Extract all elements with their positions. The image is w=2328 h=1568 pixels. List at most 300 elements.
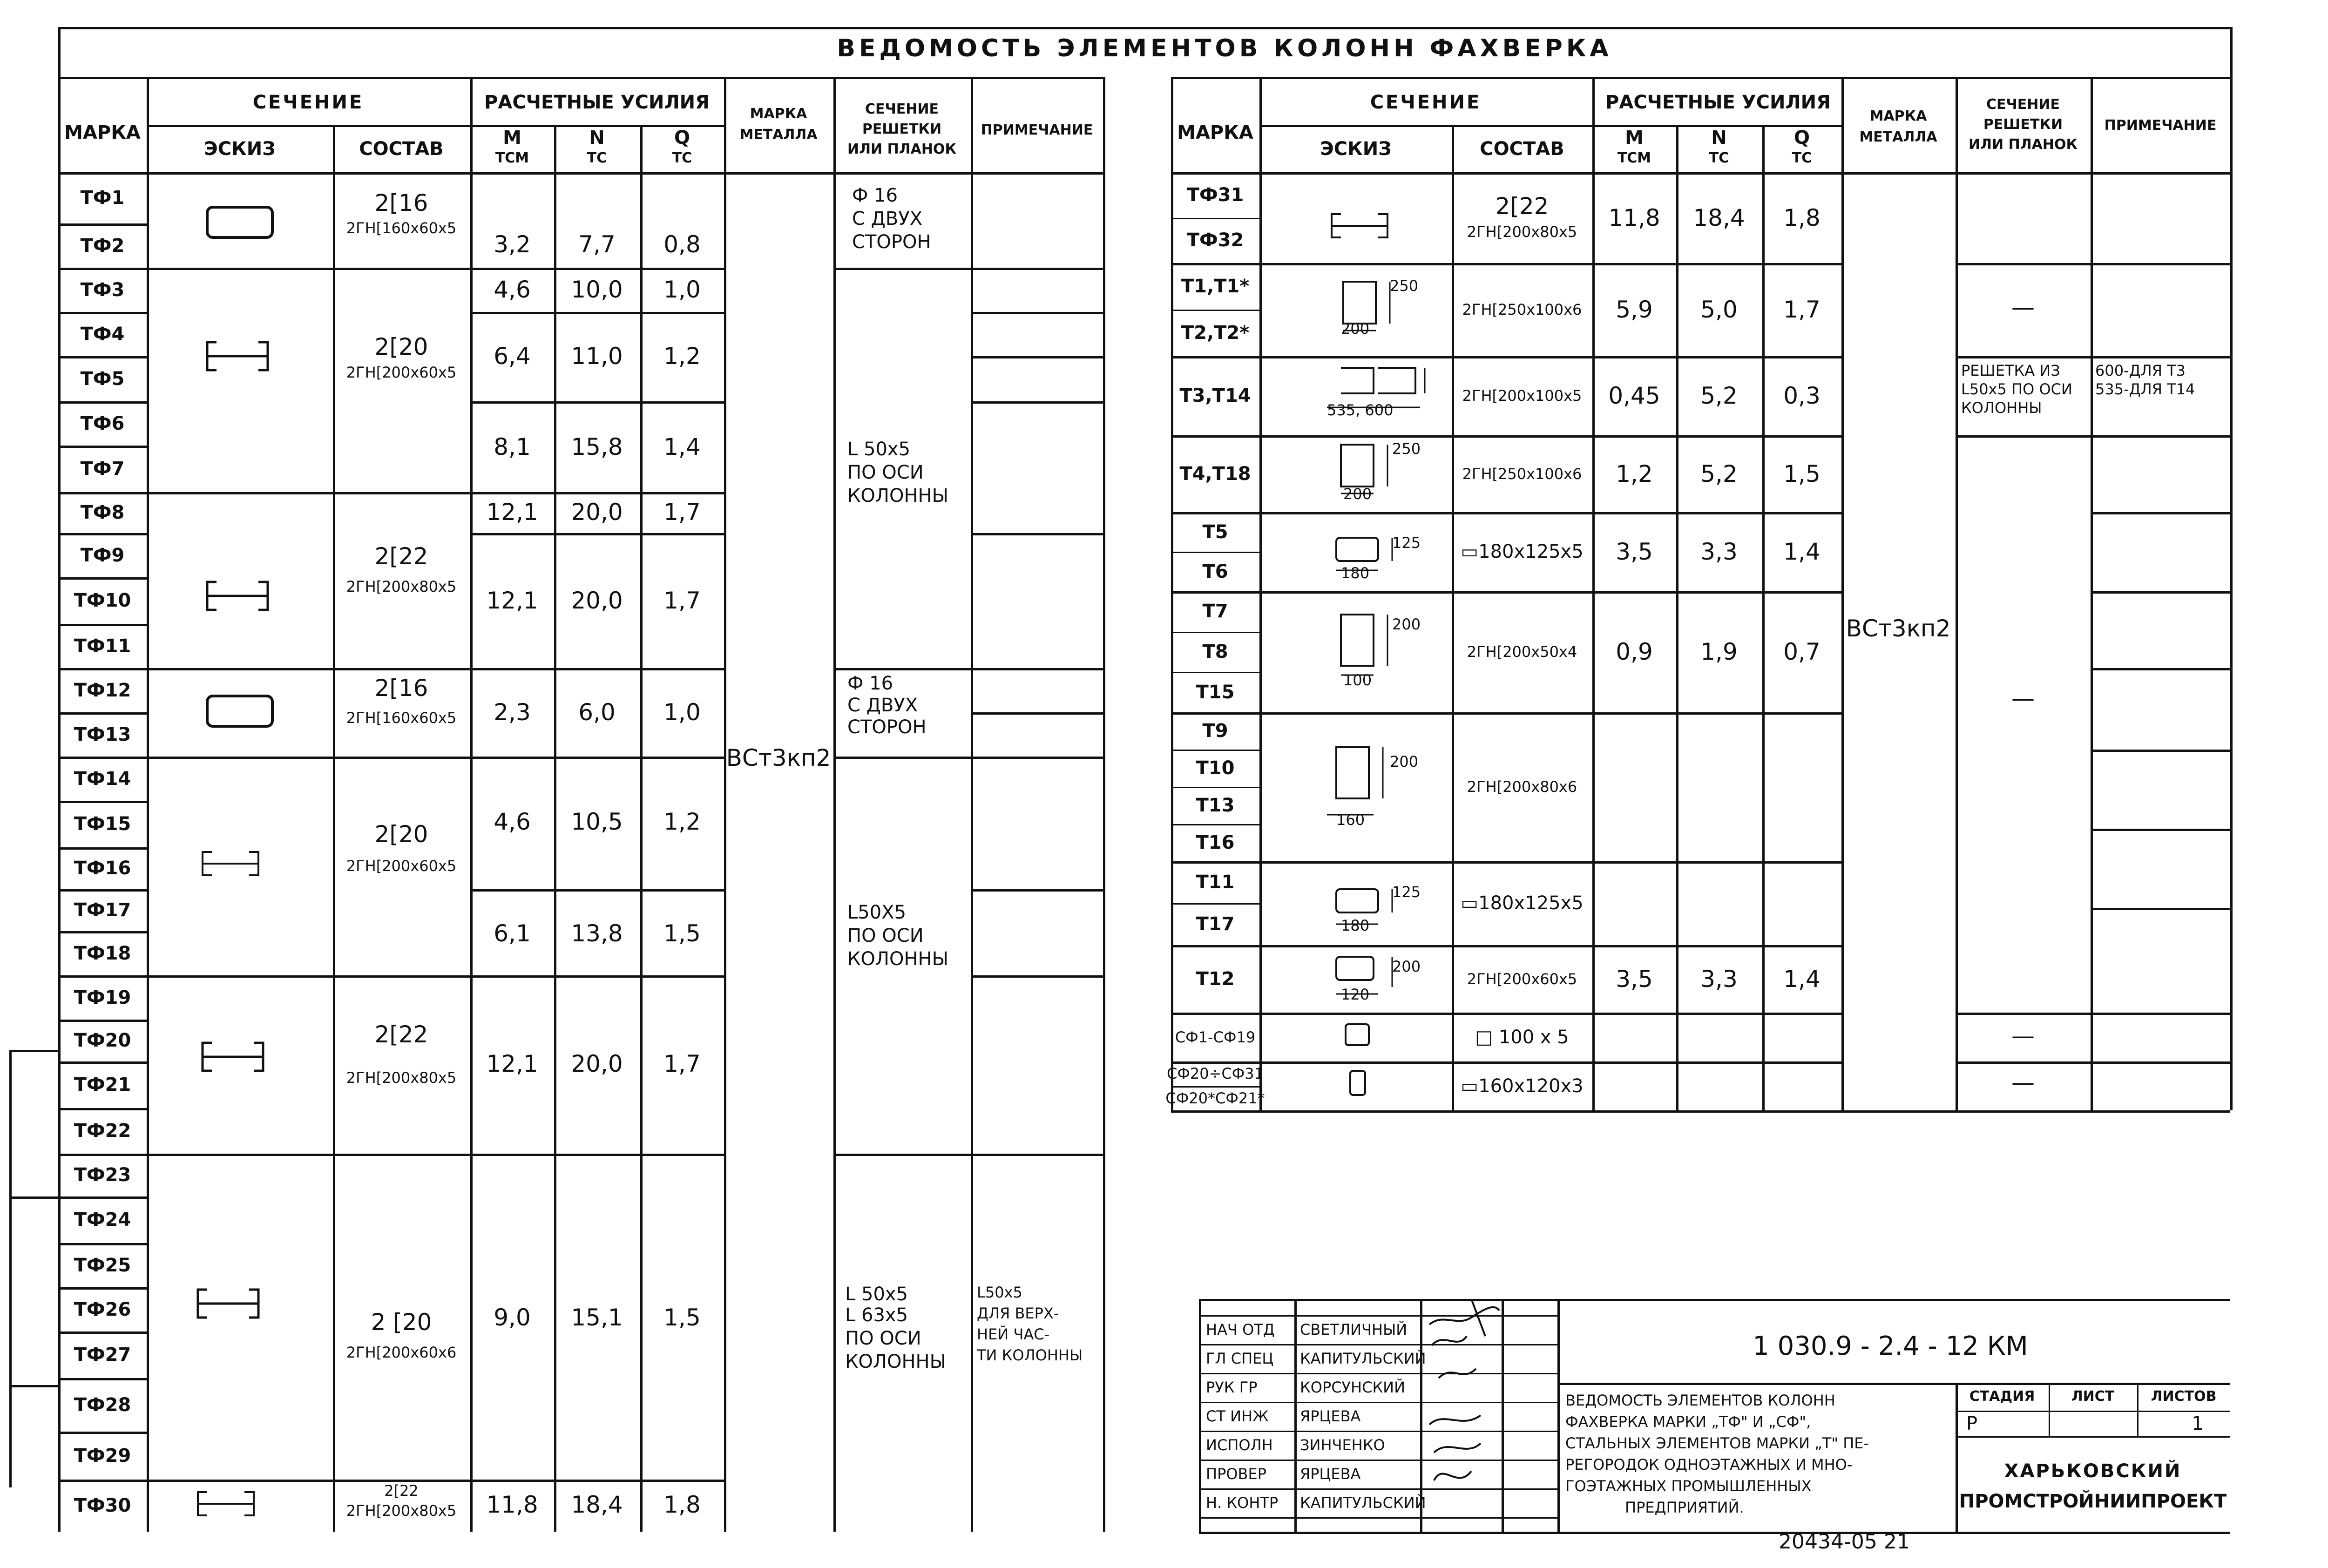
row-line xyxy=(58,1020,147,1022)
stamp-line xyxy=(1956,1383,1958,1532)
sostav-main: 2 [20 xyxy=(371,1309,432,1336)
note-line xyxy=(971,1154,1103,1156)
row-line xyxy=(1171,1110,1841,1113)
force-m: 0,45 xyxy=(1608,382,1660,409)
force-q: 1,5 xyxy=(1783,460,1820,487)
col-header-marka: МАРКА xyxy=(1177,122,1253,143)
header-sub-line xyxy=(1259,125,1841,127)
row-line xyxy=(58,712,147,715)
dimension-label: 200 xyxy=(1392,958,1421,975)
note-line xyxy=(2091,356,2230,358)
stamp-role: НАЧ ОТД xyxy=(1206,1321,1275,1338)
left-border xyxy=(58,27,61,1532)
note-line xyxy=(971,668,1103,670)
force-q: 1,8 xyxy=(1783,204,1820,231)
mark-cell: Т17 xyxy=(1196,913,1235,935)
row-line xyxy=(58,223,147,226)
mark-cell: ТФ18 xyxy=(74,942,131,964)
forces-line xyxy=(470,268,724,270)
stamp-name: КАПИТУЛЬСКИЙ xyxy=(1300,1350,1426,1367)
row-line xyxy=(58,1154,147,1156)
mark-cell: ТФ24 xyxy=(74,1209,131,1230)
dimension-label: 250 xyxy=(1390,277,1419,295)
force-q: 1,7 xyxy=(1783,296,1820,323)
force-m: 12,1 xyxy=(486,587,538,614)
reshetka-line xyxy=(833,757,971,759)
forces-line xyxy=(470,889,724,892)
note-line-text: L50х5 xyxy=(977,1284,1022,1301)
forces-line xyxy=(470,401,724,404)
stamp-line xyxy=(1294,1299,1297,1532)
header-line xyxy=(58,77,1103,79)
mark-cell: ТФ10 xyxy=(74,590,131,611)
stamp-line xyxy=(1956,1436,2230,1438)
force-m: 4,6 xyxy=(494,808,531,835)
force-n: 5,2 xyxy=(1700,460,1738,487)
row-line xyxy=(58,1331,147,1334)
sostav-main: 2[22 xyxy=(374,543,428,570)
mark-cell: ТФ3 xyxy=(80,279,125,301)
reshetka-line-text: L 63х5 xyxy=(845,1304,908,1326)
mark-cell: ТФ13 xyxy=(74,723,131,745)
reshetka-line-text: ПО ОСИ xyxy=(845,1328,921,1349)
sostav-detail: 2ГН[160х60х5 xyxy=(346,219,457,237)
note-line xyxy=(971,757,1103,759)
header-bottom xyxy=(58,172,1103,175)
col-line xyxy=(1259,77,1262,1110)
col-line xyxy=(971,77,973,1532)
sostav-main: 2[22 xyxy=(374,1021,428,1048)
forces-line xyxy=(470,668,724,670)
note-line xyxy=(971,312,1103,314)
col-header-sostav: СОСТАВ xyxy=(359,138,444,160)
reshetka-line xyxy=(833,1154,971,1156)
dimension-label: 200 xyxy=(1343,485,1372,503)
mark-cell: ТФ1 xyxy=(80,187,125,209)
mark-cell: Т8 xyxy=(1202,641,1228,662)
row-line xyxy=(1171,512,1841,514)
dimension-label: 125 xyxy=(1392,534,1421,552)
row-line xyxy=(58,268,147,270)
mark-cell: ТФ22 xyxy=(74,1120,131,1142)
forces-line xyxy=(470,533,724,535)
dimension-label: 100 xyxy=(1343,671,1372,689)
metal-header-2: МЕТАЛЛА xyxy=(739,127,818,143)
sostav-detail: 2ГН[160х60х5 xyxy=(346,709,457,727)
col-header-usiliya: РАСЧЕТНЫЕ УСИЛИЯ xyxy=(484,92,710,113)
note-line xyxy=(2091,668,2230,670)
stamp-name: СВЕТЛИЧНЫЙ xyxy=(1300,1321,1408,1338)
row-line xyxy=(58,1287,147,1290)
header-bottom xyxy=(1171,172,2230,175)
m-unit: ТСМ xyxy=(495,150,529,166)
row-line xyxy=(1171,218,1259,219)
sostav-main: ▭180х125х5 xyxy=(1461,892,1584,914)
force-q: 1,7 xyxy=(663,587,701,614)
force-q: 1,7 xyxy=(663,1050,701,1077)
reshetka-header-2: РЕШЕТКИ xyxy=(862,121,942,137)
row-line xyxy=(1171,672,1259,673)
note-line xyxy=(971,268,1103,270)
sostav-main: 2[20 xyxy=(374,333,428,360)
col-line xyxy=(1592,77,1595,1110)
mark-cell: ТФ11 xyxy=(74,635,131,657)
channel-section-icon xyxy=(205,340,270,372)
force-q: 1,2 xyxy=(663,808,701,835)
mark-cell: ТФ31 xyxy=(1186,184,1244,206)
note-line xyxy=(971,975,1103,978)
mark-cell: ТФ14 xyxy=(74,768,131,790)
stamp-line xyxy=(1199,1532,2230,1534)
col-header-usiliya: РАСЧЕТНЫЕ УСИЛИЯ xyxy=(1605,92,1831,113)
reshetka-line-text: СТОРОН xyxy=(852,231,931,253)
box-section-icon xyxy=(205,694,275,729)
mark-cell: ТФ8 xyxy=(80,502,125,523)
dash: — xyxy=(2011,294,2035,321)
channel-section-icon xyxy=(205,580,270,612)
mark-cell: СФ20*СФ21* xyxy=(1165,1089,1265,1107)
col-header-sechenie: СЕЧЕНИЕ xyxy=(1370,92,1482,113)
reshetka-line-text: СТОРОН xyxy=(847,716,927,738)
binding-line xyxy=(9,1196,58,1199)
reshetka-line-text: L 50х5 xyxy=(847,439,911,460)
force-q: 0,8 xyxy=(663,231,701,258)
stamp-name: ЯРЦЕВА xyxy=(1300,1407,1361,1425)
force-q: 1,4 xyxy=(663,433,701,460)
force-n: 10,5 xyxy=(571,808,623,835)
row-line xyxy=(1171,824,1259,825)
force-n: 15,8 xyxy=(571,433,623,460)
description-line: ФАХВЕРКА МАРКИ „ТФ" И „СФ", xyxy=(1565,1413,1811,1431)
note-line-text: ДЛЯ ВЕРХ- xyxy=(977,1304,1059,1322)
force-q: 1,0 xyxy=(663,699,701,726)
reshetka-line-text: С ДВУХ xyxy=(847,695,918,716)
stamp-line xyxy=(1557,1383,2230,1385)
col-line xyxy=(2091,77,2093,1110)
force-m: 9,0 xyxy=(494,1304,531,1331)
reshetka-line xyxy=(833,668,971,670)
note-line xyxy=(971,889,1103,892)
reshetka-line-text: Ф 16 xyxy=(847,673,893,694)
force-n: 20,0 xyxy=(571,587,623,614)
sostav-main: 2[16 xyxy=(374,675,428,702)
right-border xyxy=(2230,27,2233,1110)
reshetka-note: КОЛОННЫ xyxy=(1961,399,2042,417)
force-q: 0,7 xyxy=(1783,638,1820,665)
force-n: 3,3 xyxy=(1700,538,1738,565)
mark-cell: СФ20÷СФ31 xyxy=(1166,1065,1264,1083)
dash: — xyxy=(2011,1069,2035,1096)
mark-cell: Т1,Т1* xyxy=(1181,276,1250,297)
col-line xyxy=(1452,125,1454,1110)
force-q: 0,3 xyxy=(1783,382,1820,409)
row-line xyxy=(58,975,147,978)
force-m: 12,1 xyxy=(486,1050,538,1077)
mark-cell: ТФ25 xyxy=(74,1254,131,1276)
force-m: 6,1 xyxy=(494,920,531,947)
stamp-line xyxy=(1199,1299,2230,1301)
force-q: 1,4 xyxy=(1783,538,1820,565)
col-line xyxy=(333,125,335,1532)
mark-cell: Т3,Т14 xyxy=(1179,385,1251,406)
sostav-main: ▭160х120х3 xyxy=(1461,1075,1584,1097)
sostav-detail: 2ГН[200х80х5 xyxy=(346,1502,457,1520)
force-m: 5,9 xyxy=(1616,296,1653,323)
n-header: N xyxy=(1711,127,1727,149)
col-header-sechenie: СЕЧЕНИЕ xyxy=(252,92,364,113)
sostav-main: 2ГН[200х80х6 xyxy=(1467,778,1577,796)
channel-section-icon xyxy=(196,1287,261,1320)
group-line xyxy=(147,1480,470,1482)
stamp-name: ЗИНЧЕНКО xyxy=(1300,1436,1385,1454)
q-header: Q xyxy=(674,127,690,149)
row-line xyxy=(58,1480,147,1482)
group-line xyxy=(147,975,470,978)
dash: — xyxy=(2011,1022,2035,1049)
force-n: 18,4 xyxy=(1693,204,1745,231)
row-line xyxy=(58,757,147,759)
square-tube-icon xyxy=(1343,1022,1371,1050)
row-line xyxy=(58,1432,147,1434)
sostav-main: 2ГН[200х60х5 xyxy=(1467,970,1577,988)
description-line: СТАЛЬНЫХ ЭЛЕМЕНТОВ МАРКИ „Т" ПЕ- xyxy=(1565,1434,1869,1452)
row-line xyxy=(58,533,147,535)
row-line xyxy=(1171,750,1259,751)
col-header-marka: МАРКА xyxy=(64,122,141,143)
note-line-text: ТИ КОЛОННЫ xyxy=(977,1346,1083,1364)
mark-cell: Т2,Т2* xyxy=(1181,322,1250,344)
sostav-main: 2[20 xyxy=(374,821,428,848)
sostav-detail: 2ГН[200х60х5 xyxy=(346,364,457,381)
forces-line xyxy=(470,757,724,759)
q-unit: ТС xyxy=(1792,150,1812,166)
reshetka-line-text: ПО ОСИ xyxy=(847,925,924,946)
stamp-name: КАПИТУЛЬСКИЙ xyxy=(1300,1494,1426,1512)
mark-cell: Т16 xyxy=(1196,832,1235,853)
note-line xyxy=(2091,829,2230,831)
row-line xyxy=(58,401,147,404)
sostav-main: 2ГН[250х100х6 xyxy=(1462,465,1582,483)
col-line xyxy=(1676,125,1678,1110)
force-m: 1,2 xyxy=(1616,460,1653,487)
stamp-role: ИСПОЛН xyxy=(1206,1436,1273,1454)
row-line xyxy=(58,356,147,358)
reshetka-line-text: С ДВУХ xyxy=(852,208,923,230)
row-line xyxy=(1171,861,1841,864)
org-name-1: ХАРЬКОВСКИЙ xyxy=(2004,1460,2182,1482)
row-line xyxy=(58,889,147,892)
description-line: ГОЭТАЖНЫХ ПРОМЫШЛЕННЫХ xyxy=(1565,1477,1812,1495)
row-line xyxy=(1841,1110,2230,1113)
q-header: Q xyxy=(1793,127,1810,149)
dimension-label: 160 xyxy=(1336,811,1365,829)
row-line xyxy=(1171,712,1841,715)
metal-header-1: МАРКА xyxy=(750,106,807,122)
primechanie-header: ПРИМЕЧАНИЕ xyxy=(981,122,1093,138)
reshetka-line xyxy=(833,268,971,270)
primechanie-note: 535-ДЛЯ Т14 xyxy=(2095,380,2195,398)
force-n: 5,2 xyxy=(1700,382,1738,409)
header-line xyxy=(1171,77,2230,79)
signatures-icon xyxy=(1425,1285,1509,1527)
box-section-icon xyxy=(205,205,275,240)
col-header-sostav: СОСТАВ xyxy=(1480,138,1564,160)
note-line xyxy=(2091,591,2230,594)
mark-cell: ТФ21 xyxy=(74,1074,131,1095)
row-line xyxy=(1171,1061,1841,1064)
reshetka-line xyxy=(1956,1061,2091,1064)
force-m: 4,6 xyxy=(494,276,531,303)
force-m: 2,3 xyxy=(494,699,531,726)
m-header: M xyxy=(503,127,521,149)
force-m: 3,5 xyxy=(1616,538,1653,565)
mark-cell: Т6 xyxy=(1202,561,1228,582)
stamp-line xyxy=(2049,1383,2050,1436)
reshetka-line-text: КОЛОННЫ xyxy=(847,485,948,507)
force-n: 6,0 xyxy=(578,699,616,726)
header-sub-line xyxy=(147,125,724,127)
note-line xyxy=(2091,1013,2230,1015)
forces-line xyxy=(470,312,724,314)
col-line xyxy=(470,77,473,1532)
stamp-role: Н. КОНТР xyxy=(1206,1494,1279,1512)
force-q: 1,8 xyxy=(663,1491,701,1518)
force-m: 8,1 xyxy=(494,433,531,460)
mark-cell: ТФ5 xyxy=(80,368,125,390)
row-line xyxy=(1171,903,1259,905)
force-n: 20,0 xyxy=(571,499,623,526)
channel-section-icon xyxy=(1329,212,1390,240)
stamp-line xyxy=(1956,1411,2230,1412)
right-left-border xyxy=(1171,77,1173,1110)
metal-header-1: МАРКА xyxy=(1869,108,1927,124)
sostav-detail: 2ГН[200х80х5 xyxy=(1467,223,1577,241)
sostav-main: 2ГН[200х100х5 xyxy=(1462,387,1582,405)
mark-cell: ТФ7 xyxy=(80,458,125,480)
row-line xyxy=(58,931,147,933)
row-line xyxy=(58,577,147,580)
sostav-detail: 2ГН[200х60х5 xyxy=(346,857,457,875)
col-line xyxy=(724,77,726,1532)
row-line xyxy=(58,1378,147,1380)
forces-line xyxy=(470,1154,724,1156)
group-line xyxy=(147,668,470,670)
mark-cell: ТФ27 xyxy=(74,1344,131,1365)
col-line xyxy=(833,77,836,1532)
sostav-main: 2ГН[200х50х4 xyxy=(1467,643,1577,661)
reshetka-header-3: ИЛИ ПЛАНОК xyxy=(1969,136,2078,153)
binding-line xyxy=(9,1050,58,1052)
m-unit: ТСМ xyxy=(1617,150,1651,166)
sostav-detail: 2ГН[200х80х5 xyxy=(346,1069,457,1087)
primechanie-note: 600-ДЛЯ Т3 xyxy=(2095,362,2186,379)
mark-cell: Т13 xyxy=(1196,795,1235,816)
force-m: 11,8 xyxy=(1608,204,1660,231)
force-m: 11,8 xyxy=(486,1491,538,1518)
force-n: 3,3 xyxy=(1700,965,1738,993)
note-line-text: НЕЙ ЧАС- xyxy=(977,1325,1050,1343)
note-line xyxy=(2091,512,2230,514)
col-line xyxy=(1956,77,1958,1110)
force-n: 15,1 xyxy=(571,1304,623,1331)
stamp-line xyxy=(2137,1383,2139,1436)
force-m: 6,4 xyxy=(494,343,531,370)
col-header-eskiz: ЭСКИЗ xyxy=(204,138,276,160)
note-line xyxy=(971,712,1103,715)
note-line xyxy=(2091,263,2230,265)
mark-cell: ТФ23 xyxy=(74,1164,131,1186)
stamp-role: СТ ИНЖ xyxy=(1206,1407,1269,1425)
force-n: 1,9 xyxy=(1700,638,1738,665)
mark-cell: Т7 xyxy=(1202,601,1228,622)
force-n: 18,4 xyxy=(571,1491,623,1518)
dimension-label: 125 xyxy=(1392,883,1421,901)
footer-number: 20434-05 21 xyxy=(1779,1530,1910,1554)
force-q: 1,2 xyxy=(663,343,701,370)
stamp-role: ГЛ СПЕЦ xyxy=(1206,1350,1274,1367)
row-line xyxy=(58,1061,147,1064)
reshetka-line xyxy=(1956,435,2091,438)
note-line xyxy=(971,356,1103,358)
col-line xyxy=(1762,125,1765,1110)
description-line: ВЕДОМОСТЬ ЭЛЕМЕНТОВ КОЛОНН xyxy=(1565,1392,1835,1409)
mark-cell: ТФ6 xyxy=(80,412,125,434)
row-line xyxy=(1171,552,1259,553)
reshetka-line xyxy=(1956,1013,2091,1015)
forces-line xyxy=(470,492,724,494)
row-line xyxy=(1171,787,1259,788)
sheet-title: ВЕДОМОСТЬ ЭЛЕМЕНТОВ КОЛОНН ФАХВЕРКА xyxy=(837,34,1612,62)
reshetka-line xyxy=(1956,356,2091,358)
dimension-label: 200 xyxy=(1341,320,1370,338)
force-m: 12,1 xyxy=(486,499,538,526)
reshetka-header-3: ИЛИ ПЛАНОК xyxy=(847,141,956,157)
stamp-name: ЯРЦЕВА xyxy=(1300,1465,1361,1483)
mark-cell: Т11 xyxy=(1196,872,1235,893)
rect-tube-icon xyxy=(1348,1068,1371,1099)
row-line xyxy=(58,668,147,670)
col-line xyxy=(1841,77,1844,1110)
stadiya-label: СТАДИЯ xyxy=(1969,1388,2035,1405)
mark-cell: ТФ17 xyxy=(74,899,131,921)
mark-cell: ТФ32 xyxy=(1186,230,1244,251)
force-m: 0,9 xyxy=(1616,638,1653,665)
reshetka-note: L50х5 ПО ОСИ xyxy=(1961,380,2072,398)
reshetka-line-text: Ф 16 xyxy=(852,185,898,206)
dimension-label: 180 xyxy=(1341,564,1370,582)
force-n: 7,7 xyxy=(578,231,616,258)
top-border xyxy=(58,27,2230,29)
row-line xyxy=(58,312,147,314)
row-line xyxy=(58,1108,147,1110)
sostav-main: 2ГН[250х100х6 xyxy=(1462,301,1582,318)
row-line xyxy=(1171,1086,1259,1088)
force-q: 1,4 xyxy=(1783,965,1820,993)
sostav-main: □ 100 х 5 xyxy=(1475,1026,1569,1048)
description-line: РЕГОРОДОК ОДНОЭТАЖНЫХ И МНО- xyxy=(1565,1456,1853,1473)
row-line xyxy=(58,492,147,494)
drawing-code: 1 030.9 - 2.4 - 12 КМ xyxy=(1753,1331,2028,1361)
force-n: 10,0 xyxy=(571,276,623,303)
dimension-label: 200 xyxy=(1390,753,1419,770)
mark-cell: Т9 xyxy=(1202,720,1228,742)
row-line xyxy=(1171,591,1841,594)
m-header: M xyxy=(1625,127,1644,149)
sostav-detail: 2ГН[200х80х5 xyxy=(346,578,457,595)
col-line xyxy=(554,125,556,1532)
mark-cell: СФ1-СФ19 xyxy=(1175,1028,1256,1046)
channel-section-icon xyxy=(200,1041,265,1073)
